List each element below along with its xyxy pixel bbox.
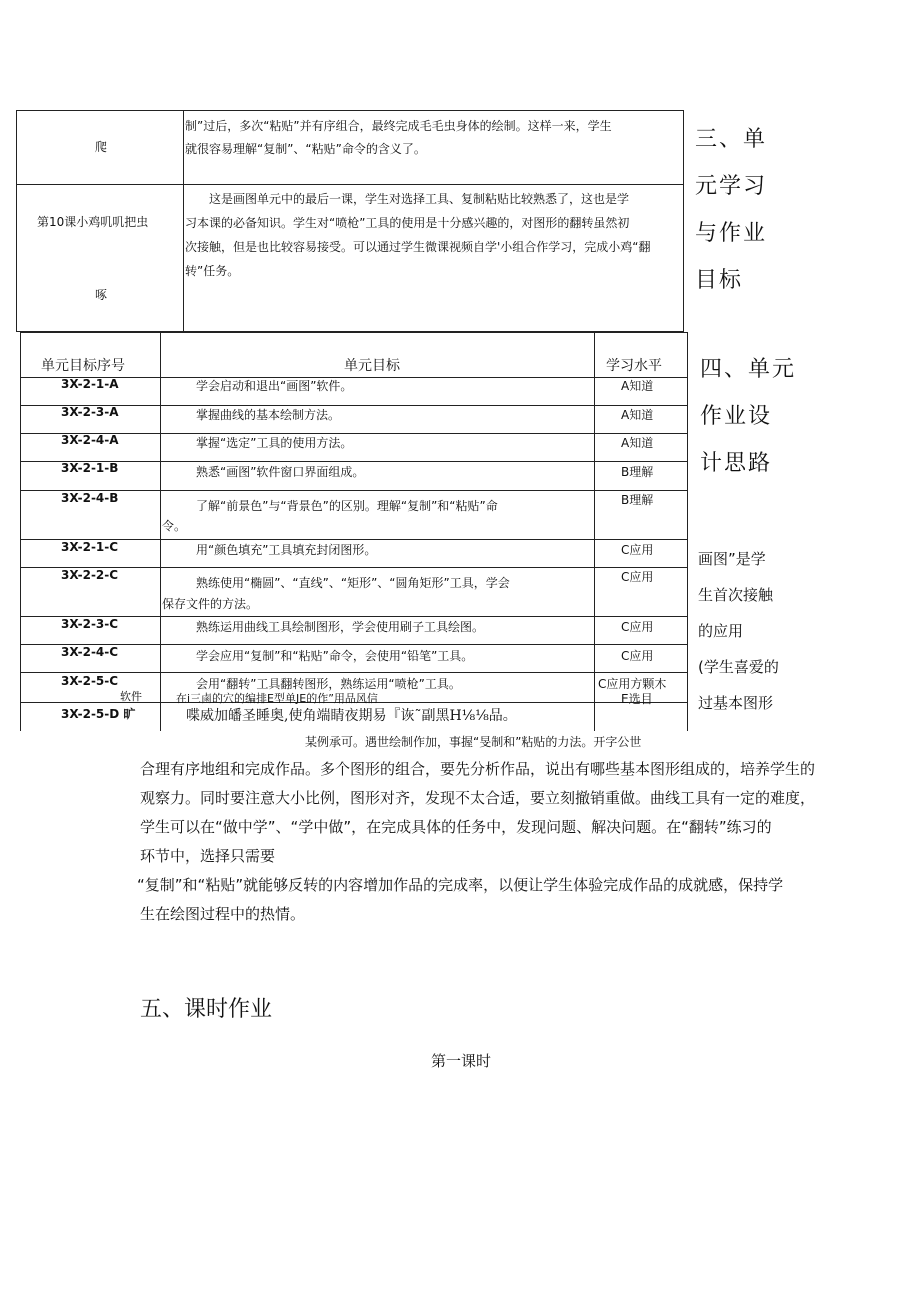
heading-line: 作业设 — [700, 404, 773, 429]
heading-line: 元学习 — [695, 174, 768, 199]
overflow-text: 某例承可。遇世绘制作加，事握“旻制和”粘贴的力法。开字公世 — [305, 735, 642, 749]
section-4-heading — [700, 346, 796, 487]
heading-line: 四、单元 — [700, 357, 797, 382]
goal-text: 掌握“选定”工具的使用方法。 — [196, 436, 353, 450]
goal-text: 会用“翻转”工具翻转图形，熟练运用“喷枪”工具。 — [196, 677, 461, 691]
goal-text: 学会应用“复制”和“粘贴”命令，会使用“铅笔”工具。 — [196, 649, 474, 663]
column-header: 学习水平 — [606, 358, 662, 374]
goal-level: A知道 — [621, 379, 654, 393]
side-text-line: 过基本图形 — [698, 694, 774, 712]
lesson-description: 这是画图单元中的最后一课，学生对选择工具、复制粘贴比较熟悉了，这也是学 — [185, 192, 630, 206]
paragraph-line: 生在绘图过程中的热情。 — [140, 905, 306, 923]
table-divider — [21, 433, 687, 434]
goal-code: 3X-2-5-D 旷 — [61, 707, 136, 721]
goal-level: C应用 — [621, 649, 654, 663]
heading-line: 目标 — [695, 268, 744, 293]
goal-code: 3X-2-4-B — [61, 491, 119, 505]
table-divider — [21, 616, 687, 617]
goal-level: B理解 — [621, 493, 654, 507]
lesson-title: 啄 — [95, 288, 108, 302]
paragraph-line: 合理有序地组和完成作品。多个图形的组合，要先分析作品，说出有哪些基本图形组成的，培养学生的 — [140, 760, 816, 778]
goal-level: B理解 — [621, 465, 654, 479]
goal-text: 令。 — [162, 519, 187, 533]
goal-text: 用“颜色填充”工具填充封闭图形。 — [196, 543, 377, 557]
goal-level: C应用 — [621, 543, 654, 557]
goal-code: 3X-2-1-A — [61, 377, 119, 391]
heading-line: 三、单 — [695, 127, 768, 152]
section-5-title: 五、课时作业 — [140, 997, 273, 1022]
table-divider — [17, 184, 683, 185]
goal-code: 3X-2-4-C — [61, 645, 119, 659]
goal-code: 3X-2-5-C — [61, 674, 119, 688]
table-divider — [21, 405, 687, 406]
goal-code: 3X-2-2-C — [61, 568, 119, 582]
goal-text: 熟练运用曲线工具绘制图形，学会使用刷子工具绘图。 — [196, 620, 485, 634]
goal-code: 3X-2-1-C — [61, 540, 119, 554]
side-text-line: 生首次接触 — [698, 586, 774, 604]
goal-level: C应用方颗木 — [598, 677, 667, 691]
goal-text: 喋威加皤圣睡奥,使角端睛夜期易『诙˜副黑H⅛⅛品。 — [186, 708, 517, 724]
side-text-line: 的应用 — [698, 622, 744, 640]
lesson-title: 第10课小鸡叽叽把虫 — [37, 215, 149, 229]
lesson-description: 习本课的必备知识。学生对“喷枪”工具的使用是十分感兴趣的，对图形的翻转虽然初 — [185, 216, 630, 230]
heading-line: 与作业 — [695, 221, 768, 246]
heading-line: 计思路 — [700, 451, 773, 476]
table-divider — [21, 567, 687, 568]
section-3-heading — [695, 116, 767, 304]
goal-text: 了解“前景色”与“背景色”的区别。理解“复制”和“粘贴”命 — [196, 499, 498, 513]
goal-text: 保存文件的方法。 — [162, 597, 259, 611]
table-divider — [21, 539, 687, 540]
table-divider — [21, 672, 687, 673]
lesson-table — [16, 110, 684, 332]
goals-table — [20, 332, 688, 731]
goal-level: C应用 — [621, 570, 654, 584]
goal-level: C应用 — [621, 620, 654, 634]
paragraph-line: “复制”和“粘贴”就能够反转的内容增加作品的完成率，以便让学生体验完成作品的成就感，保持学 — [137, 876, 784, 894]
column-header: 单元目标序号 — [41, 358, 125, 374]
lesson-description: 转”任务。 — [185, 264, 240, 278]
lesson-title: 爬 — [95, 140, 108, 154]
lesson-description: 次接触，但是也比较容易接受。可以通过学生微课视频自学'小组合作学习，完成小鸡“翻 — [185, 240, 651, 254]
side-text-line: 画图”是学 — [698, 550, 766, 568]
body-paragraph — [137, 755, 915, 929]
table-divider — [21, 490, 687, 491]
goal-text: 掌握曲线的基本绘制方法。 — [196, 408, 341, 422]
section-5-subtitle: 第一课时 — [431, 1052, 492, 1070]
section-4-side-text — [698, 541, 779, 721]
goal-text: 学会启动和退出“画图”软件。 — [196, 379, 353, 393]
garbled-text: 在i三鹵的穴的编排E型单JE的作”用品风信 — [176, 692, 378, 705]
lesson-description: 就很容易理解“复制”、“粘贴”命令的含义了。 — [185, 142, 426, 156]
table-divider — [21, 644, 687, 645]
goal-text: 熟练使用“椭圆”、“直线”、“矩形”、“圆角矩形”工具，学会 — [196, 576, 510, 590]
side-text-line: (学生喜爱的 — [698, 658, 779, 676]
goal-code: 3X-2-4-A — [61, 433, 119, 447]
paragraph-line: 环节中，选择只需要 — [140, 847, 276, 865]
column-header: 单元目标 — [344, 358, 400, 374]
goal-code: 3X-2-3-A — [61, 405, 119, 419]
table-divider — [183, 111, 184, 331]
goal-level: A知道 — [621, 408, 654, 422]
goal-level: A知道 — [621, 436, 654, 450]
paragraph-line: 观察力。同时要注意大小比例，图形对齐，发现不太合适，要立刻撤销重做。曲线工具有一定的难度， — [140, 789, 816, 807]
goal-text: 熟悉“画图”软件窗口界面组成。 — [196, 465, 365, 479]
goal-code: 3X-2-3-C — [61, 617, 119, 631]
goal-level: E选目 — [621, 692, 653, 706]
table-divider — [21, 461, 687, 462]
garbled-text: 软件 — [120, 690, 142, 703]
goal-code: 3X-2-1-B — [61, 461, 119, 475]
table-divider — [21, 377, 687, 378]
lesson-description: 制”过后，多次“粘贴”并有序组合，最终完成毛毛虫身体的绘制。这样一来，学生 — [185, 119, 612, 133]
paragraph-line: 学生可以在“做中学”、“学中做”，在完成具体的任务中，发现问题、解决问题。在“翻转”练习的 — [140, 818, 772, 836]
